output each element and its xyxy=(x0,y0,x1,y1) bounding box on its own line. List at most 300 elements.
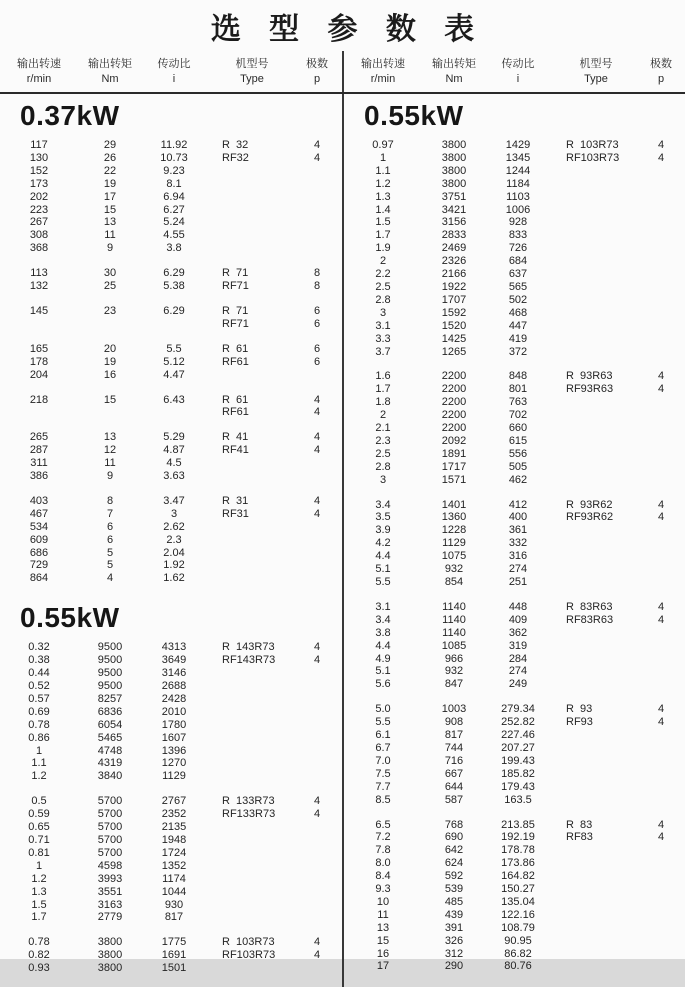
table-row xyxy=(344,883,685,896)
cell-ratio: 3.8 xyxy=(166,242,182,255)
cell-poles xyxy=(298,178,336,191)
cell-type: R 41 xyxy=(222,431,249,444)
cell-type: R 71 xyxy=(222,304,249,317)
table-row xyxy=(0,873,342,886)
cell-ratio: 1691 xyxy=(161,949,187,962)
cell-speed: 5.0 xyxy=(375,703,391,716)
table-row xyxy=(0,470,342,483)
table-row xyxy=(344,716,685,729)
cell-torque: 744 xyxy=(444,741,464,754)
table-row xyxy=(0,406,342,419)
cell-ratio: 3146 xyxy=(161,667,187,680)
section-power-title: 0.55kW xyxy=(364,100,464,131)
cell-ratio: 3.63 xyxy=(163,470,185,483)
cell-type xyxy=(550,563,642,576)
cell-type xyxy=(206,873,298,886)
cell-type xyxy=(550,742,642,755)
table-row xyxy=(0,936,342,949)
table-row xyxy=(344,409,685,422)
cell-poles xyxy=(298,559,336,572)
row-group xyxy=(0,431,342,483)
cell-poles xyxy=(298,204,336,217)
torque-unit: Nm xyxy=(445,73,463,85)
cell-poles xyxy=(642,909,680,922)
cell-type xyxy=(550,896,642,909)
cell-torque: 9 xyxy=(106,470,114,483)
table-row xyxy=(344,152,685,165)
cell-ratio: 9.23 xyxy=(163,164,185,177)
cell-ratio: 108.79 xyxy=(501,921,535,934)
table-row xyxy=(344,857,685,870)
cell-type xyxy=(550,665,642,678)
cell-poles xyxy=(298,521,336,534)
cell-torque: 1140 xyxy=(442,613,466,626)
table-row xyxy=(344,474,685,487)
cell-speed: 0.71 xyxy=(28,833,50,846)
cell-ratio: 2688 xyxy=(161,680,187,692)
cell-torque: 3421 xyxy=(441,203,467,216)
cell-torque: 8257 xyxy=(97,692,123,705)
cell-torque: 5 xyxy=(106,546,114,559)
cell-torque: 16 xyxy=(103,368,117,381)
cell-speed: 0.78 xyxy=(28,718,50,731)
cell-ratio: 6.29 xyxy=(163,304,185,317)
poles-label: 极数 xyxy=(650,58,672,70)
cell-speed: 10 xyxy=(376,895,390,908)
cell-ratio: 3649 xyxy=(161,654,187,667)
column-header-torque xyxy=(78,57,142,87)
cell-torque: 5465 xyxy=(97,731,123,744)
cell-poles xyxy=(642,640,680,653)
cell-torque: 1228 xyxy=(441,524,467,537)
table-row xyxy=(0,267,342,280)
cell-speed: 0.52 xyxy=(28,680,50,692)
cell-poles xyxy=(298,821,336,834)
cell-torque: 3800 xyxy=(97,962,123,975)
table-row xyxy=(344,576,685,589)
cell-type xyxy=(550,346,642,359)
cell-type xyxy=(206,770,298,783)
cell-speed: 130 xyxy=(29,151,49,164)
cell-poles: 4 xyxy=(657,498,665,511)
cell-torque: 17 xyxy=(103,190,117,203)
cell-poles xyxy=(642,448,680,461)
cell-speed: 2.2 xyxy=(375,268,391,281)
cell-poles xyxy=(642,191,680,204)
column-header-speed xyxy=(344,57,422,87)
cell-ratio: 419 xyxy=(508,332,528,345)
cell-torque: 4598 xyxy=(97,859,123,872)
cell-torque: 539 xyxy=(444,883,464,896)
cell-poles: 6 xyxy=(313,317,321,330)
cell-ratio: 615 xyxy=(508,434,528,447)
cell-torque: 19 xyxy=(103,177,117,190)
table-row xyxy=(344,346,685,359)
cell-speed: 6.7 xyxy=(375,741,391,754)
cell-torque: 19 xyxy=(103,355,117,368)
speed-unit: r/min xyxy=(26,73,52,85)
cell-torque: 5700 xyxy=(97,808,123,821)
cell-poles xyxy=(642,576,680,589)
cell-ratio: 1.62 xyxy=(163,572,185,585)
cell-type: RF61 xyxy=(222,406,249,419)
cell-poles xyxy=(642,742,680,755)
cell-ratio: 213.85 xyxy=(501,818,535,831)
cell-poles xyxy=(642,524,680,537)
cell-type xyxy=(206,191,298,204)
cell-type: R 83 xyxy=(566,818,593,831)
cell-speed: 311 xyxy=(30,457,48,470)
cell-speed: 0.78 xyxy=(28,936,50,949)
cell-ratio: 505 xyxy=(508,460,528,473)
cell-poles xyxy=(298,899,336,912)
cell-speed: 3.4 xyxy=(375,613,391,626)
cell-poles xyxy=(298,732,336,745)
cell-poles: 4 xyxy=(657,600,665,613)
cell-ratio: 1244 xyxy=(505,164,531,177)
cell-poles xyxy=(642,333,680,346)
cell-type: RF41 xyxy=(222,444,249,457)
cell-torque: 642 xyxy=(444,844,464,857)
cell-ratio: 164.82 xyxy=(501,870,535,883)
table-row xyxy=(344,819,685,832)
table-row xyxy=(344,653,685,666)
table-row xyxy=(0,886,342,899)
cell-type xyxy=(550,678,642,691)
cell-ratio: 135.04 xyxy=(501,895,535,908)
cell-poles: 4 xyxy=(657,139,665,151)
cell-speed: 145 xyxy=(29,304,49,317)
cell-ratio: 1006 xyxy=(505,203,531,216)
cell-ratio: 833 xyxy=(508,229,528,242)
cell-type: R 143R73 xyxy=(222,641,275,654)
cell-speed: 7.0 xyxy=(375,754,391,767)
cell-type xyxy=(550,768,642,781)
cell-poles: 4 xyxy=(657,703,665,716)
cell-torque: 5700 xyxy=(97,846,123,859)
cell-speed: 5.5 xyxy=(375,716,391,729)
cell-poles xyxy=(642,346,680,359)
cell-torque: 3800 xyxy=(441,177,467,190)
cell-speed: 1.7 xyxy=(375,383,391,396)
cell-torque: 2200 xyxy=(441,422,467,435)
cell-poles: 4 xyxy=(313,808,321,821)
poles-unit: p xyxy=(657,73,665,85)
cell-poles xyxy=(642,563,680,576)
table-row xyxy=(0,808,342,821)
cell-speed: 218 xyxy=(29,393,49,406)
cell-type: RF103R73 xyxy=(222,949,276,962)
table-row xyxy=(0,457,342,470)
cell-ratio: 1103 xyxy=(506,190,530,203)
cell-speed: 223 xyxy=(29,203,49,216)
cell-ratio: 684 xyxy=(508,255,528,268)
cell-speed: 1.3 xyxy=(375,190,391,203)
cell-poles xyxy=(298,216,336,229)
cell-ratio: 90.95 xyxy=(504,934,532,947)
cell-speed: 1.2 xyxy=(31,770,47,783)
cell-torque: 9500 xyxy=(97,680,123,692)
cell-ratio: 1345 xyxy=(505,151,531,164)
table-row xyxy=(0,641,342,654)
cell-ratio: 249 xyxy=(508,678,528,691)
cell-poles xyxy=(298,706,336,719)
table-row xyxy=(344,333,685,346)
cell-type xyxy=(206,911,298,924)
cell-ratio: 319 xyxy=(508,639,528,652)
cell-type: RF71 xyxy=(222,317,249,330)
cell-torque: 20 xyxy=(103,342,117,355)
cell-type: R 83R63 xyxy=(566,600,613,613)
cell-poles: 4 xyxy=(657,151,665,164)
cell-torque: 1085 xyxy=(441,639,467,652)
cell-type: R 103R73 xyxy=(566,139,619,151)
table-row xyxy=(0,795,342,808)
cell-torque: 3800 xyxy=(97,936,123,949)
cell-type xyxy=(550,229,642,242)
table-row xyxy=(344,307,685,320)
table-row xyxy=(0,280,342,293)
cell-type xyxy=(550,422,642,435)
cell-speed: 2.3 xyxy=(375,434,391,447)
page-title: 选 型 参 数 表 xyxy=(210,13,485,46)
cell-type xyxy=(550,653,642,666)
table-row xyxy=(344,935,685,948)
table-row xyxy=(344,896,685,909)
cell-type xyxy=(206,369,298,382)
cell-speed: 2.8 xyxy=(375,460,391,473)
cell-type xyxy=(550,320,642,333)
cell-poles: 4 xyxy=(657,383,665,396)
cell-ratio: 1270 xyxy=(161,757,187,770)
column-header-poles xyxy=(642,57,680,87)
table-row xyxy=(0,706,342,719)
ratio-unit: i xyxy=(516,73,520,85)
cell-ratio: 1607 xyxy=(161,731,187,744)
torque-label: 输出转矩 xyxy=(432,58,476,70)
cell-speed: 609 xyxy=(29,533,49,546)
cell-ratio: 274 xyxy=(508,563,528,576)
cell-speed: 4.4 xyxy=(375,550,391,563)
cell-speed: 8.4 xyxy=(375,870,391,883)
row-group xyxy=(0,394,342,420)
cell-type: R 61 xyxy=(222,393,249,406)
cell-speed: 1.1 xyxy=(375,164,391,177)
cell-type xyxy=(206,229,298,242)
cell-torque: 312 xyxy=(444,947,464,960)
cell-ratio: 556 xyxy=(508,447,528,460)
cell-poles xyxy=(298,834,336,847)
row-group xyxy=(344,703,685,806)
cell-ratio: 930 xyxy=(164,898,184,911)
cell-type xyxy=(550,883,642,896)
column-header-ratio xyxy=(142,57,206,87)
cell-type: RF103R73 xyxy=(566,151,620,164)
cell-speed: 6.5 xyxy=(375,818,391,831)
cell-ratio: 372 xyxy=(508,345,528,358)
cell-torque: 847 xyxy=(444,678,464,691)
cell-poles xyxy=(642,755,680,768)
cell-speed: 1.2 xyxy=(375,177,391,190)
cell-speed: 4.2 xyxy=(375,537,391,550)
cell-speed: 534 xyxy=(29,520,49,533)
cell-ratio: 5.38 xyxy=(163,280,185,293)
cell-speed xyxy=(0,406,78,419)
cell-type xyxy=(550,204,642,217)
cell-speed: 3.3 xyxy=(375,332,391,345)
cell-torque: 9500 xyxy=(97,641,123,654)
column-header-ratio xyxy=(486,57,550,87)
cell-speed: 0.38 xyxy=(28,654,50,667)
cell-torque: 2833 xyxy=(441,229,467,242)
cell-poles xyxy=(642,242,680,255)
cell-poles xyxy=(298,191,336,204)
cell-torque: 1571 xyxy=(441,473,467,486)
table-row xyxy=(344,627,685,640)
cell-ratio: 8.1 xyxy=(166,177,182,190)
cell-ratio: 2767 xyxy=(161,795,187,808)
row-group xyxy=(344,499,685,589)
cell-poles xyxy=(642,268,680,281)
cell-type: RF93 xyxy=(566,716,593,729)
cell-torque: 5700 xyxy=(97,821,123,834)
cell-type xyxy=(206,847,298,860)
cell-poles xyxy=(642,435,680,448)
cell-torque: 1129 xyxy=(442,537,466,550)
cell-type xyxy=(206,559,298,572)
table-row xyxy=(344,165,685,178)
cell-poles xyxy=(642,678,680,691)
table-row xyxy=(0,949,342,962)
cell-type xyxy=(550,333,642,346)
cell-type: RF93R63 xyxy=(566,383,614,396)
cell-ratio: 252.82 xyxy=(501,716,535,729)
table-row xyxy=(0,431,342,444)
cell-type: R 93R62 xyxy=(566,498,613,511)
table-row xyxy=(344,844,685,857)
cell-poles: 8 xyxy=(313,267,321,280)
cell-speed: 7.8 xyxy=(375,844,391,857)
cell-torque: 25 xyxy=(103,280,117,293)
table-row xyxy=(0,229,342,242)
table-row xyxy=(0,719,342,732)
cell-speed: 5.5 xyxy=(375,576,391,588)
cell-ratio: 4313 xyxy=(161,641,187,654)
cell-poles xyxy=(298,229,336,242)
cell-ratio: 726 xyxy=(508,242,528,255)
table-body-right-half xyxy=(342,94,685,987)
cell-poles xyxy=(642,844,680,857)
cell-speed: 7.2 xyxy=(375,831,391,844)
ratio-label: 传动比 xyxy=(157,58,191,70)
table-row xyxy=(0,318,342,331)
cell-poles xyxy=(642,255,680,268)
cell-type: R 31 xyxy=(222,494,249,507)
cell-poles xyxy=(298,745,336,758)
cell-torque: 6836 xyxy=(97,705,123,718)
cell-type: R 61 xyxy=(222,342,249,355)
cell-poles xyxy=(642,960,680,973)
cell-torque: 3840 xyxy=(97,770,123,783)
cell-poles: 4 xyxy=(313,641,321,654)
cell-poles xyxy=(642,165,680,178)
row-group xyxy=(0,305,342,331)
cell-ratio: 279.34 xyxy=(501,703,535,716)
cell-torque: 2200 xyxy=(441,383,467,396)
cell-type: R 103R73 xyxy=(222,936,275,949)
cell-type xyxy=(550,281,642,294)
cell-ratio: 5.24 xyxy=(163,216,185,229)
table-row xyxy=(0,139,342,152)
cell-ratio: 361 xyxy=(508,524,528,537)
cell-ratio: 2.62 xyxy=(163,520,185,533)
cell-torque: 1425 xyxy=(441,332,467,345)
cell-speed xyxy=(0,318,78,331)
cell-poles: 4 xyxy=(313,444,321,457)
cell-type xyxy=(206,165,298,178)
table-body-left-half xyxy=(0,94,342,987)
cell-type xyxy=(206,572,298,585)
cell-type xyxy=(206,706,298,719)
cell-ratio: 332 xyxy=(508,537,528,550)
table-row xyxy=(0,444,342,457)
table-row xyxy=(344,139,685,152)
cell-poles: 4 xyxy=(657,613,665,626)
cell-type xyxy=(550,307,642,320)
cell-poles xyxy=(298,369,336,382)
cell-ratio: 86.82 xyxy=(504,947,532,960)
cell-ratio: 928 xyxy=(508,216,528,229)
row-group xyxy=(0,343,342,382)
cell-speed: 6.1 xyxy=(375,729,391,742)
cell-speed: 3.8 xyxy=(375,626,391,639)
cell-torque: 26 xyxy=(103,151,117,164)
table-row xyxy=(0,547,342,560)
cell-poles xyxy=(298,770,336,783)
table-row xyxy=(0,847,342,860)
cell-speed: 11 xyxy=(377,908,389,921)
table-row xyxy=(344,178,685,191)
cell-poles xyxy=(642,204,680,217)
cell-poles xyxy=(298,165,336,178)
cell-poles xyxy=(298,860,336,873)
cell-speed: 308 xyxy=(29,229,49,242)
cell-ratio: 5.5 xyxy=(166,342,182,355)
cell-speed: 0.93 xyxy=(28,962,50,975)
cell-torque: 932 xyxy=(444,563,464,576)
cell-poles xyxy=(642,729,680,742)
cell-ratio: 5.29 xyxy=(163,431,185,444)
cell-speed: 0.59 xyxy=(28,808,50,821)
cell-ratio: 1174 xyxy=(162,872,186,885)
cell-poles: 4 xyxy=(657,818,665,831)
cell-torque: 4748 xyxy=(97,744,123,757)
type-label: 机型号 xyxy=(235,58,269,70)
cell-ratio: 817 xyxy=(164,911,184,924)
cell-speed: 1.4 xyxy=(375,203,391,216)
cell-torque: 23 xyxy=(103,304,117,317)
table-row xyxy=(344,703,685,716)
table-row xyxy=(0,757,342,770)
cell-ratio: 122.16 xyxy=(501,908,535,921)
row-group xyxy=(0,267,342,293)
cell-type xyxy=(206,962,298,975)
cell-torque: 2469 xyxy=(441,242,467,255)
speed-label: 输出转速 xyxy=(361,58,405,70)
cell-type xyxy=(550,537,642,550)
cell-speed: 0.32 xyxy=(28,641,50,654)
cell-type: R 32 xyxy=(222,139,249,151)
